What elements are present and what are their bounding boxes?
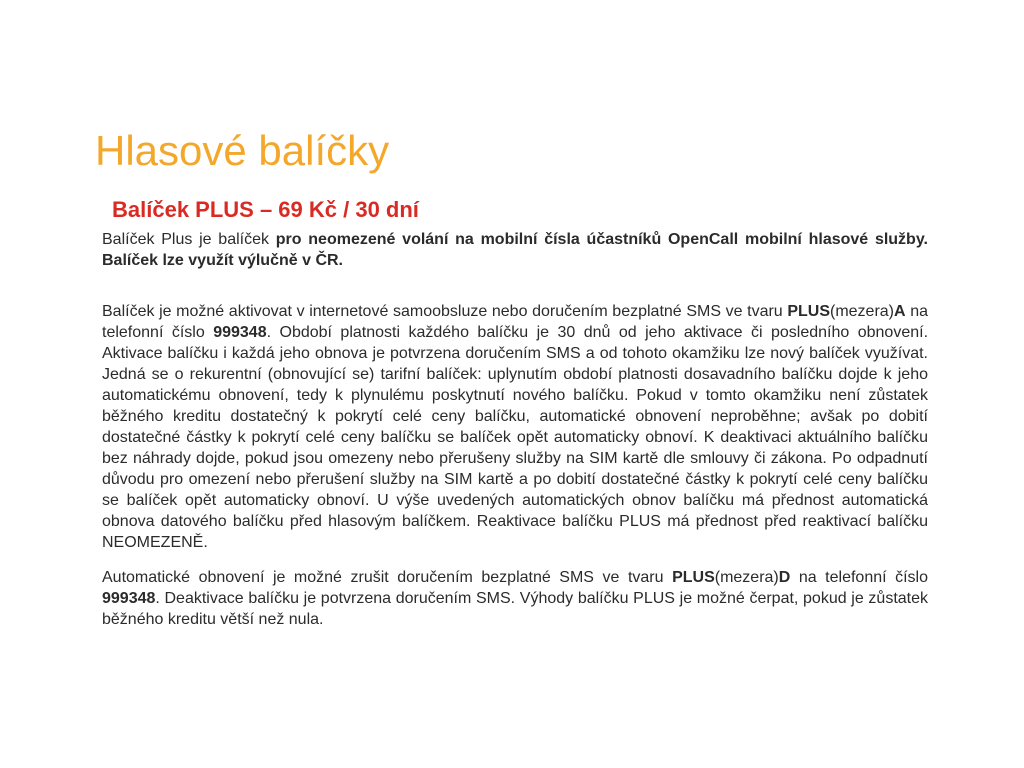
text-run-bold: A xyxy=(894,303,906,320)
text-run: (mezera) xyxy=(714,569,779,586)
text-run-bold: 999348 xyxy=(213,324,267,341)
text-run: . Deaktivace balíčku je potvrzena doručením SMS. Výhody balíčku PLUS je možné čerpat, pokud je zůstatek běžného kreditu větší než nula. xyxy=(102,590,928,628)
text-run: Automatické obnovení je možné zrušit doručením bezplatné SMS ve tvaru xyxy=(102,569,673,586)
paragraph-intro xyxy=(102,229,928,271)
paragraph-activation xyxy=(102,301,928,553)
text-run: na telefonní číslo xyxy=(790,569,928,586)
text-run: . Období platnosti každého balíčku je 30 dnů od jeho aktivace či posledního obnovení. Aktivace balíčku i každá jeho obnova je potvrzena doručením SMS a od tohoto okamžiku lze nový balíček využívat. Jedná se o rekurentní (obnovující se) tarifní balíček: uplynutím období platnosti dosavadního balíčku dojde k jeho automatickému obnovení, tedy k plynulému poskytnutí nového balíčku. Pokud v tomto okamžiku není zůstatek běžného kreditu dostatečný k pokrytí celé ceny balíčku, automatické obnovení neproběhne; avšak po dobití dostatečné částky k pokrytí celé ceny balíčku se balíček opět automaticky obnoví. K deaktivaci aktuálního balíčku bez náhrady dojde, pokud jsou omezeny nebo přerušeny služby na SIM kartě dle smlouvy či zákona. Po odpadnutí důvodu pro omezení nebo přerušení služby na SIM kartě a po dobití dostatečné částky k pokrytí celé ceny balíčku se balíček opět automaticky obnoví. U výše uvedených automatických obnov balíčku má přednost automatická obnova datového balíčku před hlasovým balíčkem. Reaktivace balíčku PLUS má přednost před reaktivací balíčku NEOMEZENĚ. xyxy=(102,324,929,551)
paragraph-deactivation xyxy=(102,567,928,630)
text-run: na telefonní číslo xyxy=(102,303,928,341)
text-run-bold: 999348 xyxy=(102,590,156,607)
package-plus-heading: Balíček PLUS – 69 Kč / 30 dní xyxy=(112,197,419,222)
text-run-bold: D xyxy=(778,569,791,586)
body-text xyxy=(102,229,928,630)
text-run: (mezera) xyxy=(830,303,895,320)
text-run-bold: pro neomezené volání na mobilní čísla účastníků OpenCall mobilní hlasové služby. Balíček lze využít výlučně v ČR. xyxy=(102,231,928,269)
text-run: Balíček je možné aktivovat v internetové samoobsluze nebo doručením bezplatné SMS ve tvaru xyxy=(102,303,788,320)
text-run: Balíček Plus je balíček xyxy=(102,231,276,248)
page-title: Hlasové balíčky xyxy=(95,127,390,174)
text-run-bold: PLUS xyxy=(787,303,830,320)
text-run-bold: PLUS xyxy=(672,569,715,586)
